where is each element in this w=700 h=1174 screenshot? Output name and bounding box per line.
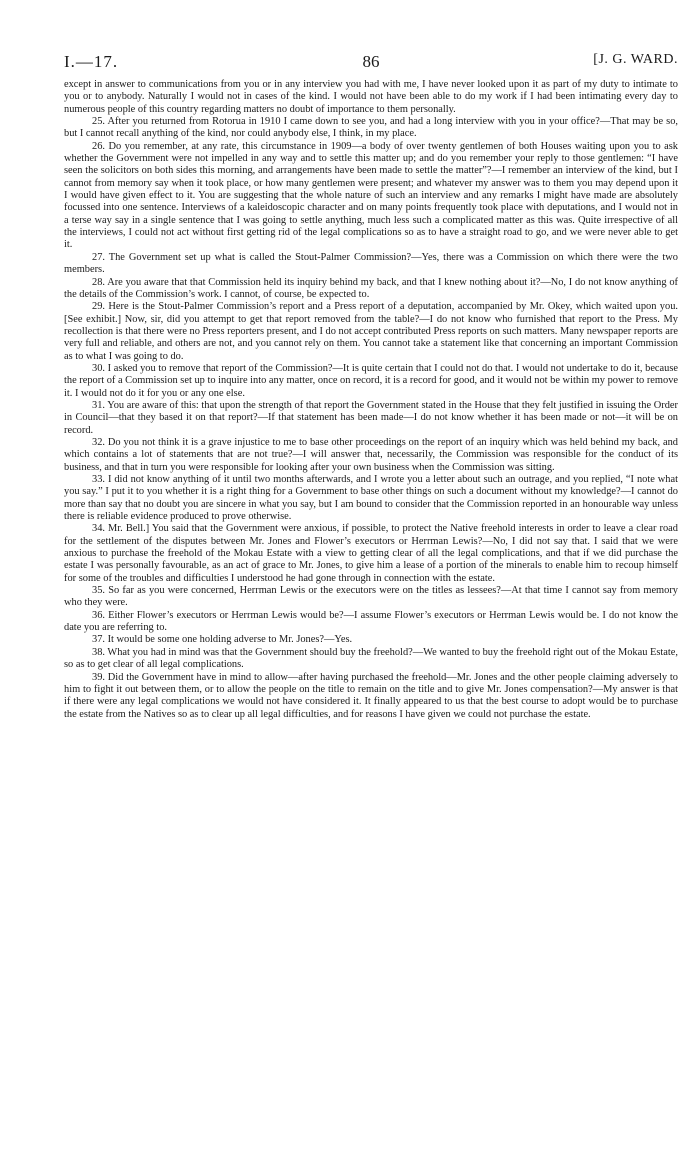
question-31: 31. You are aware of this: that upon the strength of that report the Government stated in the House that they felt justified in issuing the Order in Council—that they based it on that report?—If that statement has been made—I do not know whether it has been made or not—it will be on record.: [64, 399, 678, 436]
question-34: 34. Mr. Bell.] You said that the Government were anxious, if possible, to protect the Native freehold interests in order to leave a clear road for the settlement of the disputes between Mr. Jones and Flower’s executors or Herrman Lewis?—No, I did not say that. I said that we were anxious to purchase the freehold of the Mokau Estate with a view to getting clear of all the legal complications, and that if we did purchase the estate I was personally favourable, as an act of grace to Mr. Jones, to give him a lease of a portion of the minerals to enable him to recoup himself for some of the troubles and difficulties I understood he had gone through in connection with the estate.: [64, 523, 678, 584]
question-37: 37. It would be some one holding adverse to Mr. Jones?—Yes.: [92, 634, 353, 646]
question-38: 38. What you had in mind was that the Government should buy the freehold?—We wanted to buy the freehold right out of the Mokau Estate, so as to get clear of all legal complications.: [64, 646, 678, 671]
page-header: [64, 52, 678, 76]
paragraph-continuation: except in answer to communications from you or in any interview you had with me, I have never looked upon it as part of my duty to intimate to you or to anybody. Naturally I would not in cases of the kind. I would not have been able to do my work if I had been intimating every day to numerous people of this country regarding matters no doubt of importance to them personally.: [64, 79, 678, 115]
question-30: 30. I asked you to remove that report of the Commission?—It is quite certain that I could not do that. I would not undertake to do it, because the report of a Commission set up to inquire into any matter, once on record, it is a record for good, and it would not be within my power to remove it. I would not do it for you or any one else.: [64, 362, 678, 399]
question-32: 32. Do you not think it is a grave injustice to me to base other proceedings on the report of an inquiry which was held behind my back, and which contains a lot of statements that are not true?—I will answer that, necessarily, the Commission was responsible for the conduct of its business, and that in turn you were responsible for looking after your own business when the Commission was sitting.: [64, 436, 678, 473]
question-29: 29. Here is the Stout-Palmer Commission’s report and a Press report of a deputation, accompanied by Mr. Okey, which waited upon you. [See exhibit.] Now, sir, did you attempt to get that report removed from the table?—I do not know who furnished that report to the Press. My recollection is that there were no Press reporters present, and I do not accept contributed Press reports on such matters. Many newspaper reports are very full and reliable, and others are not, and you cannot rely on them. You cannot take a statement like that concerning an important Commission as to what I was going to do.: [64, 301, 678, 362]
question-27: 27. The Government set up what is called the Stout-Palmer Commission?—Yes, there was a Commission on which there were the two members.: [64, 251, 678, 276]
question-33: 33. I did not know anything of it until two months afterwards, and I wrote you a letter about such an outrage, and you replied, “I note what you say.” I put it to you whether it is a right thing for a Government to base other things on such a document without my knowledge?—I cannot do more than say that no doubt you are sincere in what you say, but I am bound to consider that the Commission reported in an honourable way unless there is reliable evidence produced to prove otherwise.: [64, 474, 678, 523]
question-26: 26. Do you remember, at any rate, this circumstance in 1909—a body of over twenty gentlemen of both Houses waiting upon you to ask whether the Government were not impelled in any way and to settle this matter up; and do you remember your reply to those gentlemen: “I have seen the solicitors on both sides this morning, and arrangements have been made to settle the matter”?—I remember an interview of the kind, but I cannot from memory say when it took place, or how many gentlemen were present; and whatever my answer was to them you may depend upon it I would have given effect to it. You are suggesting that the whole nature of such an interview and any remarks I might have made are absolutely focussed into one sentence. Interviews of a kaleidoscopic character and on many points frequently took place with deputations, and I would not in a terse way say in a single sentence that I was going to settle anything, much less such a complicated matter as this was. Quite irrespective of all the interviews, I could not act without first getting rid of the legal complications so as to have a straight road to go, and we were never able to get it.: [64, 140, 678, 251]
question-28: 28. Are you aware that that Commission held its inquiry behind my back, and that I knew nothing about it?—No, I do not know anything of the details of the Commission’s work. I cannot, of course, be expected to.: [64, 276, 678, 300]
witness-name: [J. G. WARD.: [593, 52, 678, 67]
question-35: 35. So far as you were concerned, Herrman Lewis or the executors were on the titles as lessees?—At that time I cannot say from memory who they were.: [64, 585, 678, 609]
paper-reference: I.—17.: [64, 52, 119, 71]
page-number: 86: [362, 52, 380, 71]
question-39: 39. Did the Government have in mind to allow—after having purchased the freehold—Mr. Jones and the other people claiming adversely to him to fight it out between them, or to allow the people on the title to remain on the title and to give Mr. Jones compensation?—My answer is that if there were any legal complications we would not have considered it. It finally appeared to us that the best course to adopt would be to purchase the estate from the Natives so as to clear up all legal difficulties, and for reasons I have given we could not purchase the estate.: [64, 671, 678, 720]
question-25: 25. After you returned from Rotorua in 1910 I came down to see you, and had a long interview with you in your office?—That may be so, but I cannot recall anything of the kind, nor could anybody else, I think, in my place.: [64, 116, 678, 140]
question-36: 36. Either Flower’s executors or Herrman Lewis would be?—I assume Flower’s executors or Herrman Lewis would be. I do not know the date you are referring to.: [64, 609, 678, 634]
page-body: [64, 79, 678, 721]
